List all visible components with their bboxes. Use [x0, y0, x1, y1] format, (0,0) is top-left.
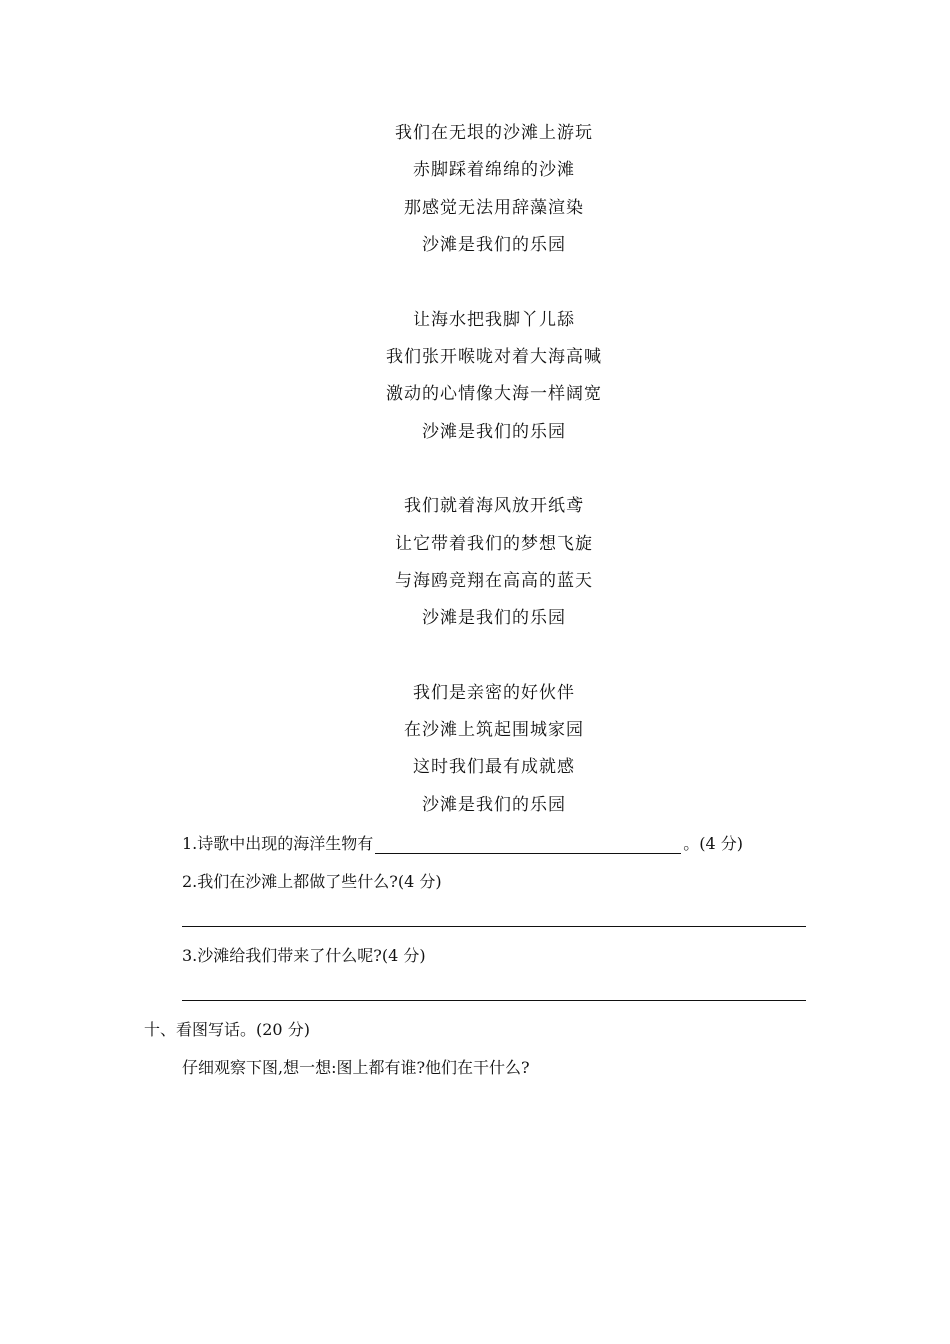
poem-line: 那感觉无法用辞藻渲染	[404, 197, 584, 218]
poem-line: 在沙滩上筑起围城家园	[404, 720, 584, 741]
poem-line: 这时我们最有成就感	[413, 757, 575, 778]
poem-stanza-3	[0, 488, 950, 638]
question-1-answer-blank[interactable]	[375, 835, 681, 854]
poem-line: 我们张开喉咙对着大海高喊	[386, 346, 602, 367]
poem-line: 让海水把我脚丫儿舔	[413, 309, 575, 330]
section-10-instruction: 仔细观察下图,想一想:图上都有谁?他们在干什么?	[182, 1058, 530, 1077]
poem-stanza-1	[0, 115, 950, 265]
question-1-score: 。(4 分)	[683, 834, 744, 853]
poem-line: 赤脚踩着绵绵的沙滩	[413, 160, 575, 181]
poem-line: 沙滩是我们的乐园	[422, 421, 566, 442]
question-2-answer-line[interactable]	[182, 926, 806, 927]
poem-line: 我们是亲密的好伙伴	[413, 682, 575, 703]
poem-line: 让它带着我们的梦想飞旋	[395, 533, 593, 554]
question-1	[182, 834, 743, 854]
poem-stanza-2	[0, 302, 950, 452]
question-1-text: 1.诗歌中出现的海洋生物有	[182, 834, 374, 853]
poem-line: 我们就着海风放开纸鸢	[404, 496, 584, 517]
section-10-title: 十、看图写话。(20 分)	[144, 1020, 310, 1039]
poem	[0, 115, 950, 824]
question-2: 2.我们在沙滩上都做了些什么?(4 分)	[182, 872, 442, 891]
poem-line: 我们在无垠的沙滩上游玩	[395, 123, 593, 143]
poem-line: 与海鸥竞翔在高高的蓝天	[395, 570, 593, 591]
poem-stanza-4	[0, 675, 950, 825]
question-3: 3.沙滩给我们带来了什么呢?(4 分)	[182, 946, 426, 965]
poem-line: 沙滩是我们的乐园	[422, 608, 566, 629]
poem-line: 沙滩是我们的乐园	[422, 794, 566, 815]
poem-line: 沙滩是我们的乐园	[422, 235, 566, 256]
poem-line: 激动的心情像大海一样阔宽	[386, 384, 602, 405]
question-3-answer-line[interactable]	[182, 1000, 806, 1001]
